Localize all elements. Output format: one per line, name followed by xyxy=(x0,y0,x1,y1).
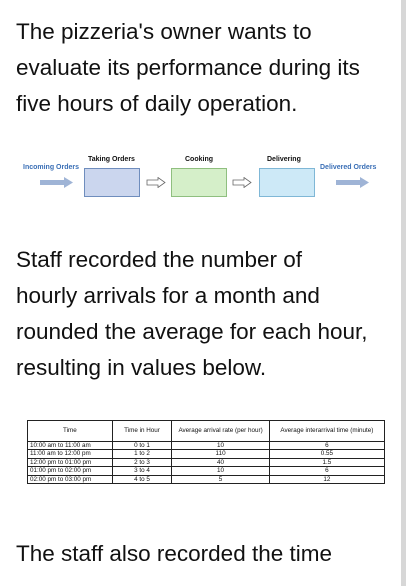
table-cell: 10 xyxy=(172,442,270,450)
time-paragraph xyxy=(16,536,396,572)
text-line: Staff recorded the number of xyxy=(16,247,303,272)
text-line: hourly arrivals for a month and xyxy=(16,283,320,308)
table-cell: 01:00 pm to 02:00 pm xyxy=(28,467,113,475)
column-header: Average arrival rate (per hour) xyxy=(172,421,270,442)
text-line: The staff also recorded the time xyxy=(16,541,332,566)
table-cell: 40 xyxy=(172,458,270,466)
table-cell: 12:00 pm to 01:00 pm xyxy=(28,458,113,466)
delivering-label: Delivering xyxy=(267,156,301,163)
text-line: five hours of daily operation. xyxy=(16,91,298,116)
table-cell: 6 xyxy=(269,467,384,475)
table-cell: 1.5 xyxy=(269,458,384,466)
table-cell: 10 xyxy=(172,467,270,475)
right-edge-shadow xyxy=(401,0,406,586)
column-header: Time in Hour xyxy=(112,421,172,442)
table-row xyxy=(28,475,385,483)
table-cell: 0.55 xyxy=(269,450,384,458)
delivered-arrow-icon xyxy=(336,177,370,188)
delivering-box xyxy=(259,168,315,197)
table-cell: 12 xyxy=(269,475,384,483)
table-cell: 0 to 1 xyxy=(112,442,172,450)
arrow-icon xyxy=(232,177,252,188)
intro-paragraph xyxy=(16,14,396,122)
column-header: Time xyxy=(28,421,113,442)
table-cell: 11:00 am to 12:00 pm xyxy=(28,450,113,458)
table-cell: 6 xyxy=(269,442,384,450)
table-header-row xyxy=(28,421,385,442)
cooking-box xyxy=(171,168,227,197)
incoming-arrow-icon xyxy=(40,177,74,188)
arrival-rate-table xyxy=(27,420,385,484)
table-row xyxy=(28,467,385,475)
taking-orders-box xyxy=(84,168,140,197)
text-line: resulting in values below. xyxy=(16,355,267,380)
staff-paragraph xyxy=(16,242,396,386)
table-cell: 5 xyxy=(172,475,270,483)
table-cell: 1 to 2 xyxy=(112,450,172,458)
text-line: rounded the average for each hour, xyxy=(16,319,368,344)
arrow-icon xyxy=(146,177,166,188)
table-cell: 110 xyxy=(172,450,270,458)
cooking-label: Cooking xyxy=(185,156,213,163)
table-cell: 10:00 am to 11:00 am xyxy=(28,442,113,450)
text-line: The pizzeria's owner wants to xyxy=(16,19,312,44)
text-line: evaluate its performance during its xyxy=(16,55,360,80)
delivered-orders-label: Delivered Orders xyxy=(320,164,377,171)
table-cell: 2 to 3 xyxy=(112,458,172,466)
table-cell: 02:00 pm to 03:00 pm xyxy=(28,475,113,483)
table-row xyxy=(28,458,385,466)
table-cell: 4 to 5 xyxy=(112,475,172,483)
table-cell: 3 to 4 xyxy=(112,467,172,475)
table-row xyxy=(28,442,385,450)
table-row xyxy=(28,450,385,458)
column-header: Average interarrival time (minute) xyxy=(269,421,384,442)
incoming-orders-label: Incoming Orders xyxy=(23,164,80,171)
taking-orders-label: Taking Orders xyxy=(88,156,135,163)
